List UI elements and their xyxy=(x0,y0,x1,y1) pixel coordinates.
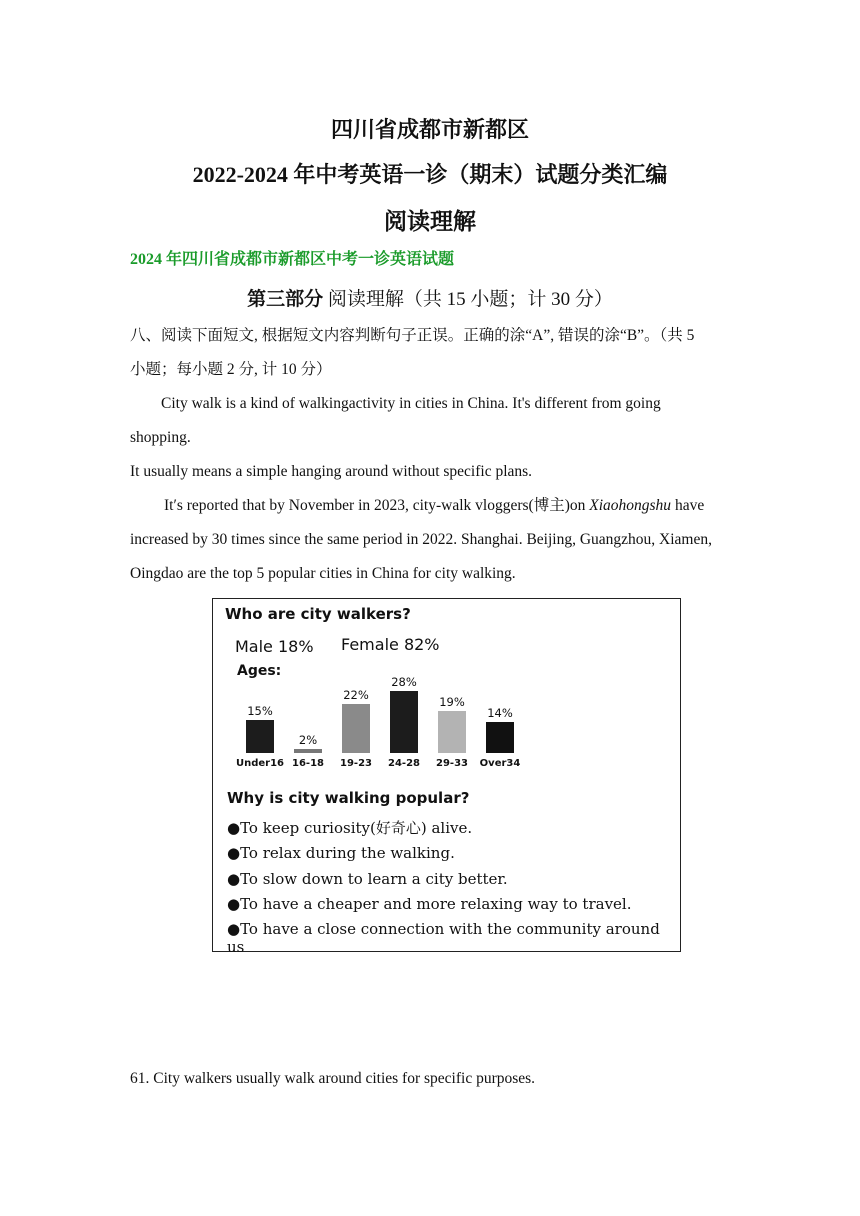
male-percent: Male 18% xyxy=(235,637,314,656)
part-text: 阅读理解（共 15 小题；计 30 分） xyxy=(327,289,613,310)
instructions-line1: 八、阅读下面短文, 根据短文内容判断句子正误。正确的涂“A”, 错误的涂“B”。（共 5 xyxy=(130,327,695,344)
reason-item: ●To relax during the walking. xyxy=(227,844,455,862)
bar-value-label: 15% xyxy=(247,704,273,718)
bar-category-label: 24-28 xyxy=(388,758,420,769)
age-bar xyxy=(246,720,274,753)
bar-value-label: 28% xyxy=(391,675,417,689)
doc-title-topic: 阅读理解 xyxy=(384,209,476,234)
bar-category-label: 19-23 xyxy=(340,758,372,769)
age-bar xyxy=(294,749,322,753)
bar-category-label: Under16 xyxy=(235,758,285,769)
doc-title-region: 四川省成都市新都区 xyxy=(330,117,529,142)
doc-title-subject: 2022-2024 年中考英语一诊（期末）试题分类汇编 xyxy=(192,162,668,187)
passage-p1-line1: City walk is a kind of walkingactivity in cities in China. It's different from going xyxy=(161,395,661,412)
passage-app-name: Xiaohongshu xyxy=(589,497,672,514)
passage-p2: It usually means a simple hanging around without specific plans. xyxy=(130,463,533,480)
age-bar xyxy=(438,711,466,753)
reason-item: ●To have a cheaper and more relaxing way to travel. xyxy=(227,895,632,913)
bar-category-label: 29-33 xyxy=(436,758,468,769)
bar-category-label: Over34 xyxy=(479,758,521,769)
passage-p3-line1-b: have xyxy=(671,497,705,514)
reason-item: ●To slow down to learn a city better. xyxy=(227,870,508,888)
bar-value-label: 22% xyxy=(343,688,369,702)
ages-label: Ages: xyxy=(237,663,282,679)
part-heading xyxy=(0,284,860,311)
figure-heading: Who are city walkers? xyxy=(225,605,411,623)
age-bar xyxy=(486,722,514,753)
reasons-heading: Why is city walking popular? xyxy=(227,789,470,807)
passage-p3-line1 xyxy=(164,496,704,516)
question-61: 61. City walkers usually walk around cities for specific purposes. xyxy=(130,1070,536,1087)
part-label: 第三部分 xyxy=(247,289,324,310)
instructions-line2: 小题；每小题 2 分, 计 10 分） xyxy=(130,361,332,378)
bar-value-label: 19% xyxy=(439,695,465,709)
reason-item: ●To keep curiosity(好奇心) alive. xyxy=(227,819,473,837)
female-percent: Female 82% xyxy=(341,635,440,654)
section-title: 2024 年四川省成都市新都区中考一诊英语试题 xyxy=(130,251,455,268)
age-bar xyxy=(390,691,418,753)
passage-p3-line3: Oingdao are the top 5 popular cities in China for city walking. xyxy=(130,565,516,582)
passage-p3-line2: increased by 30 times since the same period in 2022. Shanghai. Beijing, Guangzhou, Xiamen, xyxy=(130,531,712,548)
passage-p3-line1-a: It′s reported that by November in 2023, city-walk vloggers(博主)on xyxy=(164,497,590,514)
infographic-figure xyxy=(212,598,681,956)
reason-item: ●To have a close connection with the community around us xyxy=(227,920,660,956)
bar-value-label: 2% xyxy=(298,733,318,747)
bar-value-label: 14% xyxy=(487,706,513,720)
age-bar-chart xyxy=(213,599,682,779)
passage-p1-line2: shopping. xyxy=(130,429,191,446)
bar-category-label: 16-18 xyxy=(292,758,324,769)
age-bar xyxy=(342,704,370,753)
